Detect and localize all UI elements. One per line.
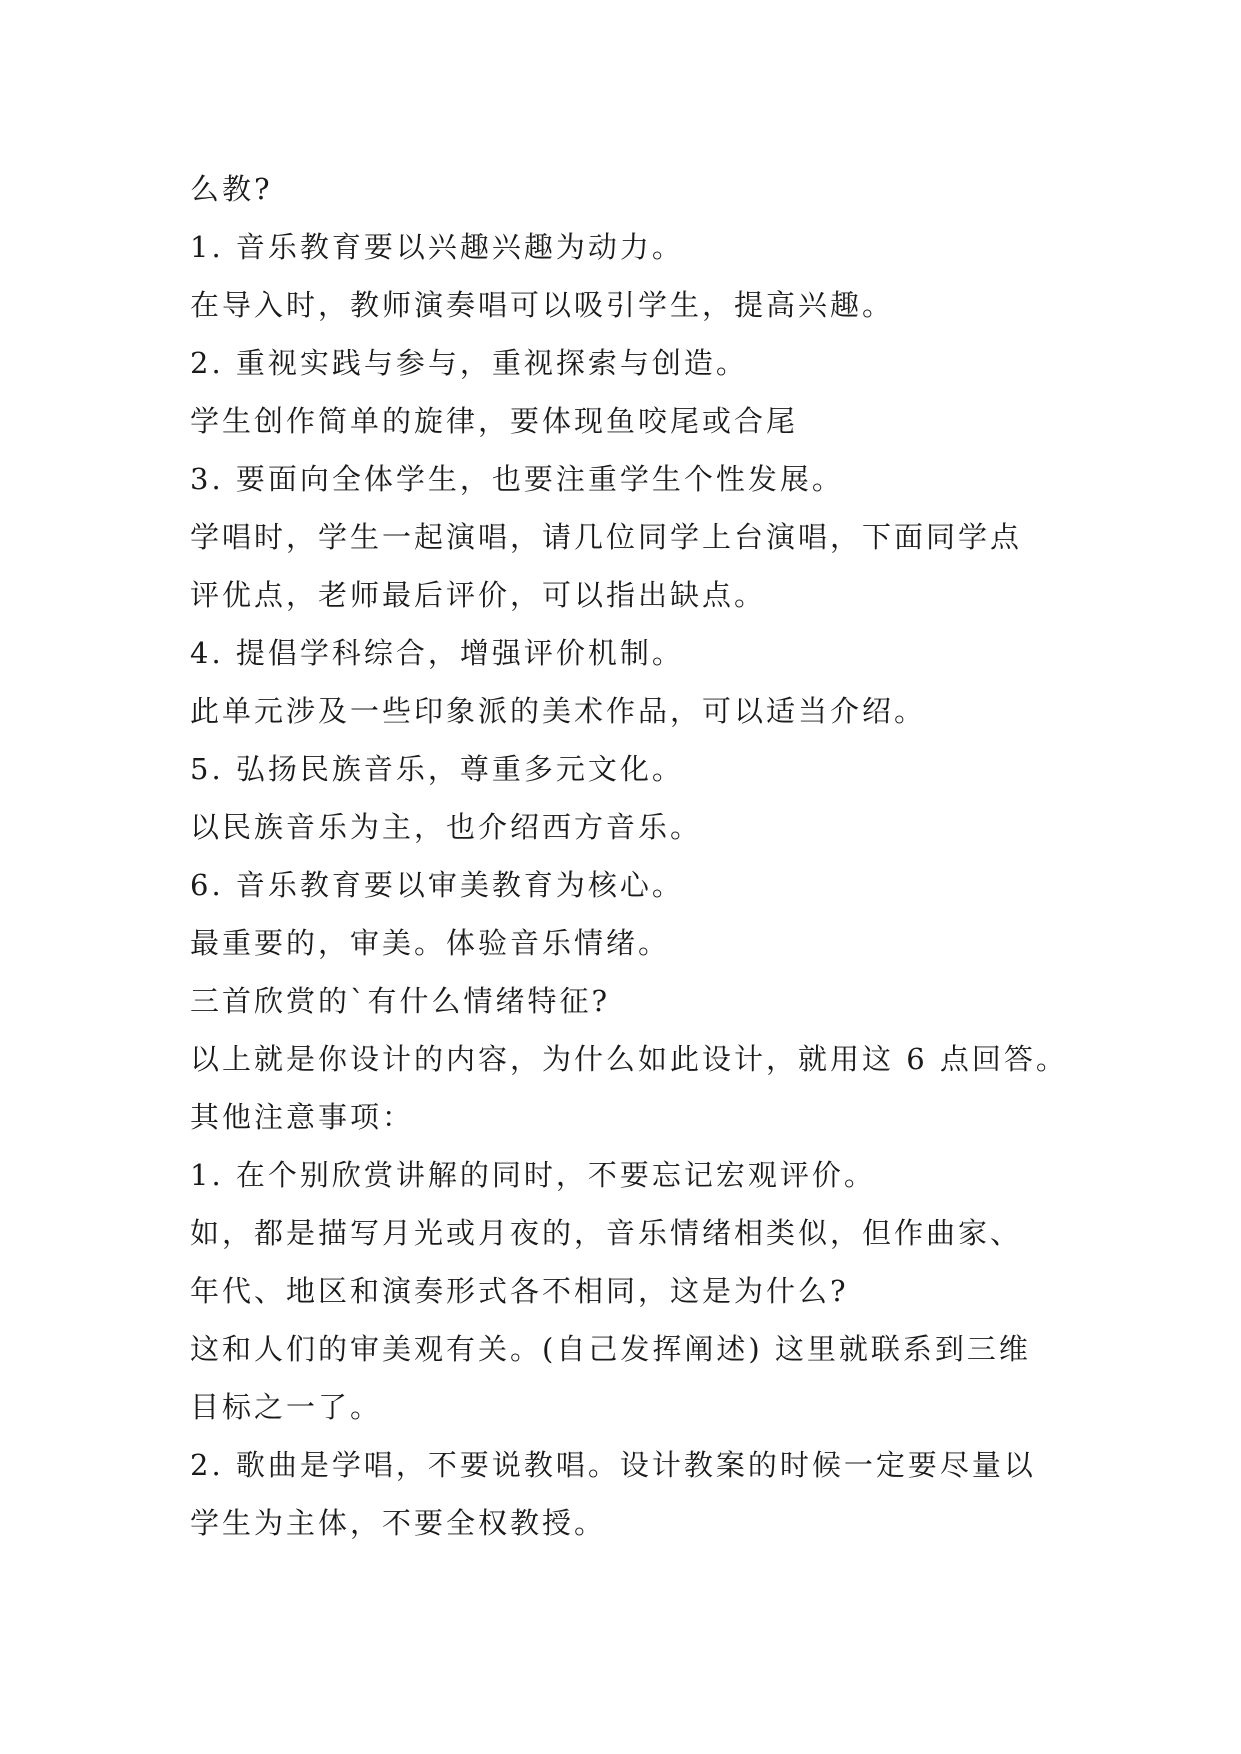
text-line: 年代、地区和演奏形式各不相同，这是为什么? [190, 1274, 849, 1308]
text-line: 如，都是描写月光或月夜的，音乐情绪相类似，但作曲家、 [190, 1216, 1023, 1250]
text-line: 以上就是你设计的内容，为什么如此设计，就用这 6 点回答。 [190, 1042, 1068, 1076]
document-body [190, 160, 1070, 1552]
text-line: 其他注意事项： [190, 1100, 415, 1134]
text-line: 以民族音乐为主，也介绍西方音乐。 [190, 810, 703, 844]
text-line: 学生为主体，不要全权教授。 [190, 1506, 607, 1540]
text-line: 这和人们的审美观有关。(自己发挥阐述) 这里就联系到三维 [190, 1332, 1031, 1366]
text-line: 1. 音乐教育要以兴趣兴趣为动力。 [190, 230, 684, 264]
text-line: 此单元涉及一些印象派的美术作品，可以适当介绍。 [190, 694, 927, 728]
text-line: 评优点，老师最后评价，可以指出缺点。 [190, 578, 767, 612]
text-line: 5. 弘扬民族音乐，尊重多元文化。 [190, 752, 684, 786]
text-line: 4. 提倡学科综合，增强评价机制。 [190, 636, 684, 670]
text-line: 2. 歌曲是学唱，不要说教唱。设计教案的时候一定要尽量以 [190, 1448, 1036, 1482]
text-line: 学唱时，学生一起演唱，请几位同学上台演唱，下面同学点 [190, 520, 1023, 554]
text-line: 目标之一了。 [190, 1390, 383, 1424]
text-line: 么教? [190, 172, 273, 206]
text-line: 最重要的，审美。体验音乐情绪。 [190, 926, 671, 960]
text-line: 2. 重视实践与参与，重视探索与创造。 [190, 346, 748, 380]
text-line: 三首欣赏的`有什么情绪特征? [190, 984, 611, 1018]
text-line: 1. 在个别欣赏讲解的同时，不要忘记宏观评价。 [190, 1158, 876, 1192]
text-line: 在导入时，教师演奏唱可以吸引学生，提高兴趣。 [190, 288, 895, 322]
text-line: 3. 要面向全体学生，也要注重学生个性发展。 [190, 462, 844, 496]
text-line: 学生创作简单的旋律，要体现鱼咬尾或合尾 [190, 404, 799, 438]
text-line: 6. 音乐教育要以审美教育为核心。 [190, 868, 684, 902]
